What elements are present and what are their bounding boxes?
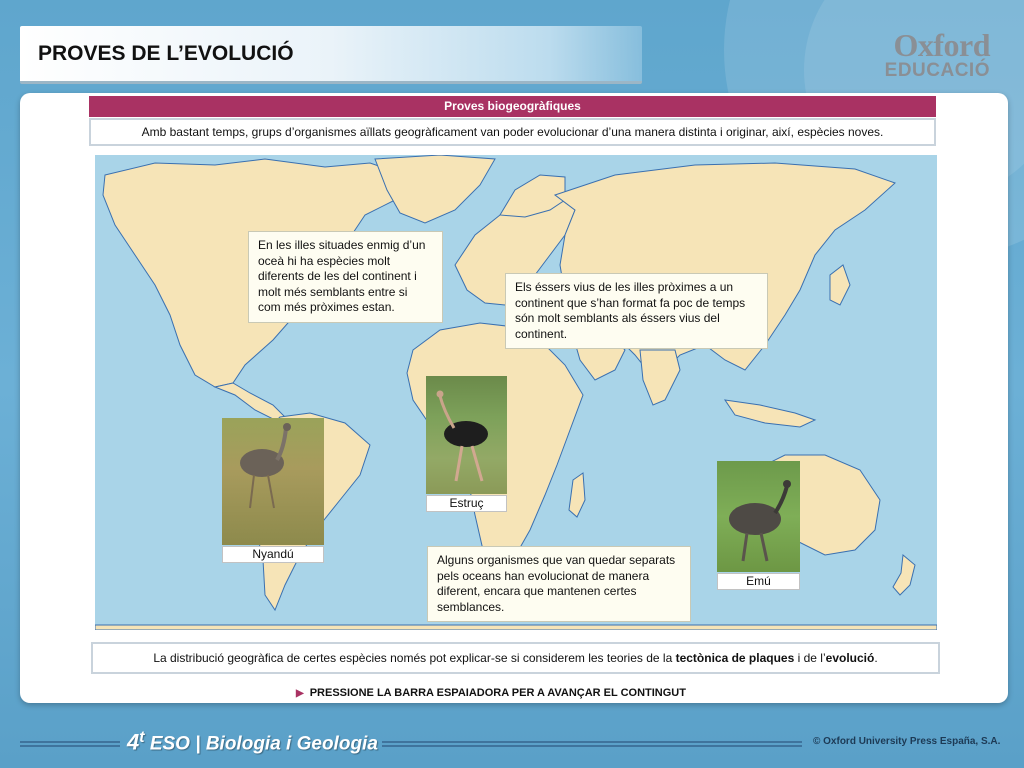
antarctica-edge-shape bbox=[95, 625, 937, 630]
conclusion-bold-evolution: evolució bbox=[825, 651, 875, 665]
ostrich-illustration bbox=[426, 376, 507, 494]
nyandu-caption: Nyandú bbox=[222, 546, 324, 563]
note-separated-by-oceans: Alguns organismes que van quedar separats pels oceans han evolucionat de manera diferent, encara que mantenen certes semblances. bbox=[427, 546, 691, 622]
conclusion-part3: . bbox=[874, 651, 878, 665]
intro-text: Amb bastant temps, grups d’organismes aïllats geogràficament van poder evolucionar d’una manera distinta i originar, així, espècies noves. bbox=[89, 118, 936, 146]
course-eso: ESO bbox=[149, 733, 190, 755]
advance-instruction-label: PRESSIONE LA BARRA ESPAIADORA PER A AVANÇAR EL CONTINGUT bbox=[309, 687, 686, 699]
copyright-notice: © Oxford University Press España, S.A. bbox=[813, 736, 1001, 747]
logo-educacio-text: EDUCACIÓ bbox=[884, 60, 990, 81]
course-separator: | bbox=[195, 733, 201, 755]
emu-illustration bbox=[717, 461, 800, 572]
title-bar bbox=[20, 26, 642, 84]
play-arrow-icon: ▶ bbox=[296, 688, 304, 699]
footer-divider bbox=[382, 741, 802, 743]
conclusion-text bbox=[91, 642, 940, 674]
indonesia-shape bbox=[725, 400, 815, 427]
india-shape bbox=[640, 350, 680, 405]
greenland-shape bbox=[375, 155, 495, 223]
oxford-logo bbox=[884, 27, 990, 82]
course-number: 4 bbox=[127, 729, 140, 755]
page-title: PROVES DE L’EVOLUCIÓ bbox=[38, 42, 294, 65]
note-islands-mid-ocean: En les illes situades enmig d’un oceà hi ha espècies molt diferents de les del continent i molt més semblants entre si com més pròximes estan. bbox=[248, 231, 443, 323]
central-america-shape bbox=[215, 383, 285, 420]
course-label bbox=[127, 729, 378, 755]
course-superscript: t bbox=[139, 729, 145, 746]
emu-photo bbox=[717, 461, 800, 572]
estruc-caption: Estruç bbox=[426, 495, 507, 512]
estruc-photo bbox=[426, 376, 507, 494]
footer-divider bbox=[20, 741, 120, 743]
emu-caption: Emú bbox=[717, 573, 800, 590]
logo-oxford-text: Oxford bbox=[893, 27, 990, 63]
nyandu-bird-illustration bbox=[222, 418, 324, 545]
advance-instruction[interactable] bbox=[296, 687, 686, 699]
madagascar-shape bbox=[569, 473, 585, 517]
note-islands-near-continent: Els éssers vius de les illes pròximes a un continent que s’han format fa poc de temps són molt semblants als éssers vius del continent. bbox=[505, 273, 768, 349]
footer-divider bbox=[20, 745, 120, 747]
conclusion-part2: i de l’ bbox=[794, 651, 826, 665]
section-heading: Proves biogeogràfiques bbox=[89, 96, 936, 117]
conclusion-bold-tectonics: tectònica de plaques bbox=[675, 651, 795, 665]
conclusion-part1: La distribució geogràfica de certes espècies només pot explicar-se si considerem les teories de la bbox=[153, 651, 676, 665]
nyandu-photo bbox=[222, 418, 324, 545]
course-subject: Biologia i Geologia bbox=[205, 733, 378, 755]
new-zealand-shape bbox=[893, 555, 915, 595]
footer-divider bbox=[382, 745, 802, 747]
japan-shape bbox=[830, 265, 850, 305]
